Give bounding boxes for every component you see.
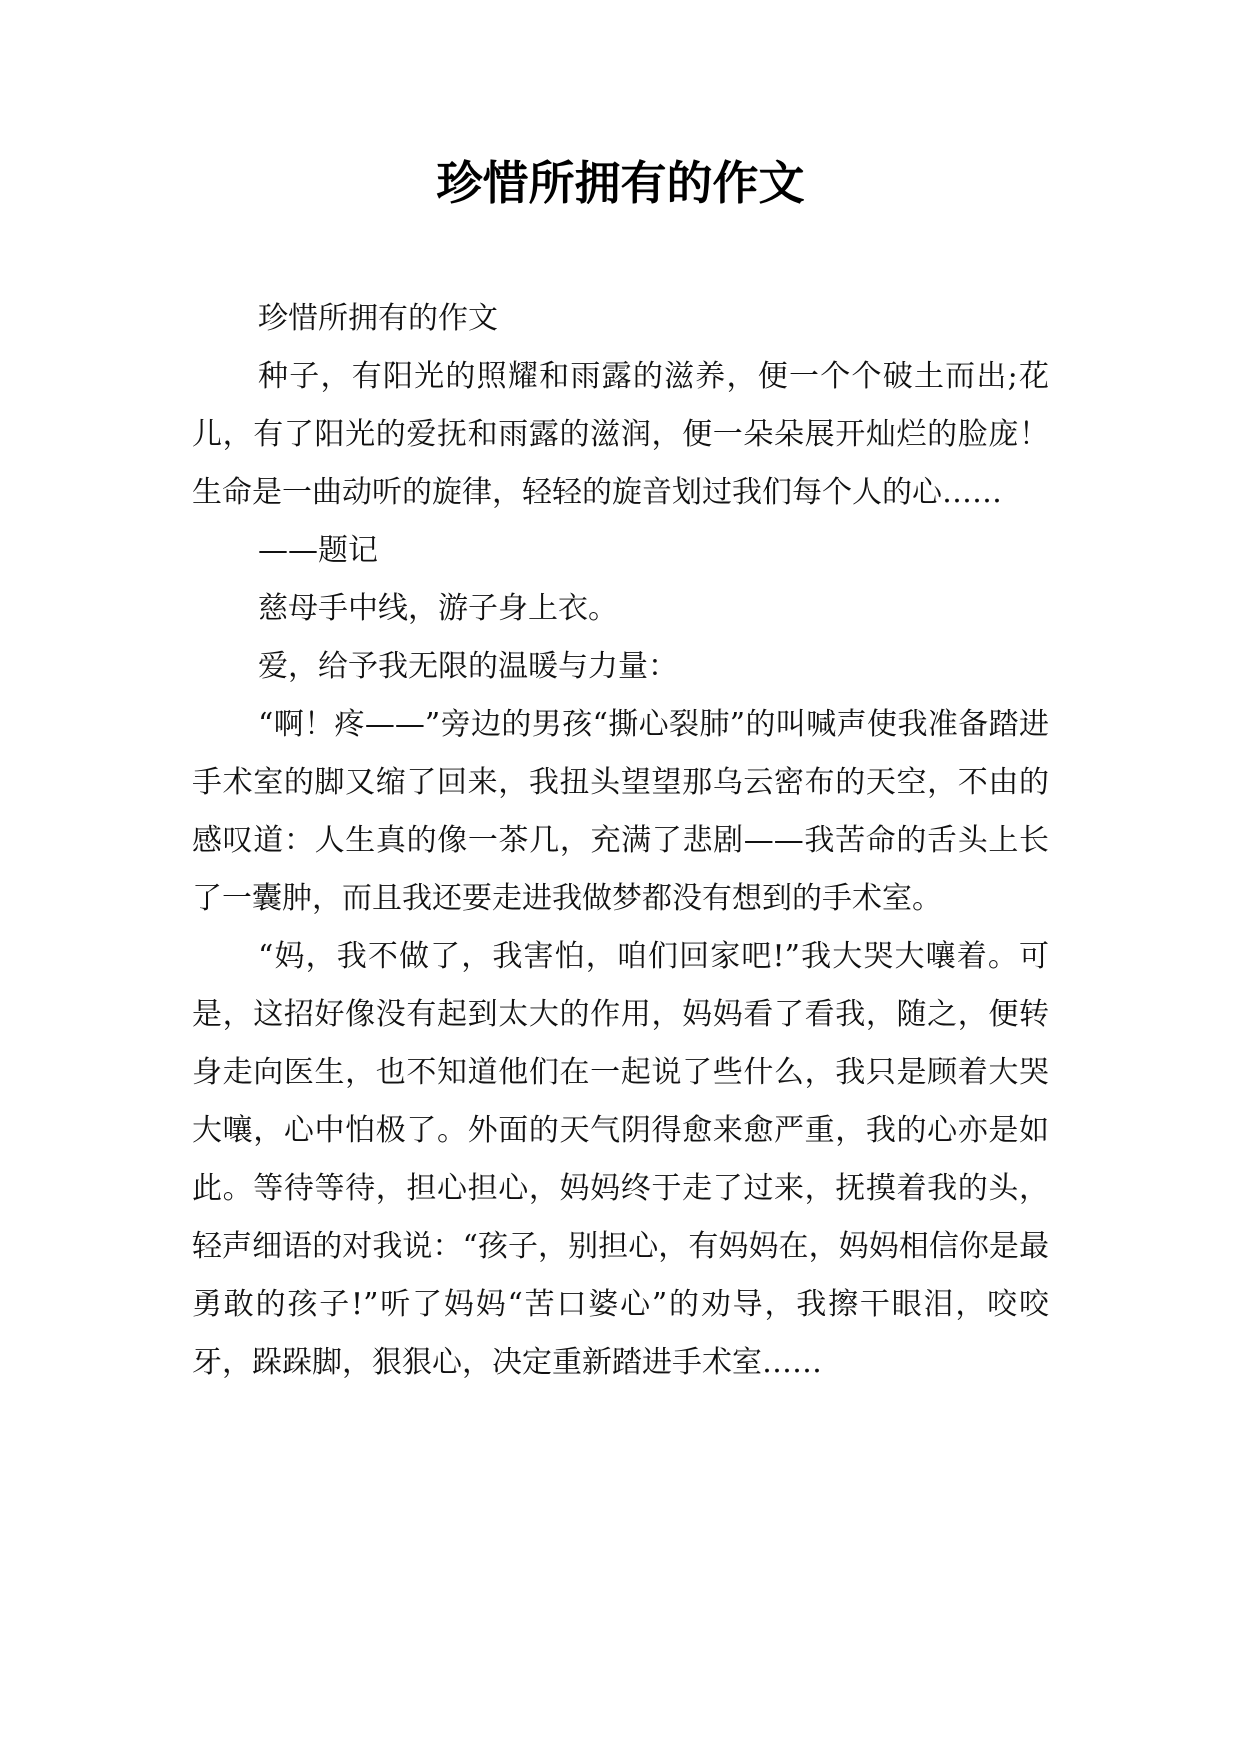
document-title: 珍惜所拥有的作文 (436, 156, 805, 210)
paragraph-poem-line: 慈母手中线，游子身上衣。 (258, 591, 618, 626)
document-body (192, 290, 1049, 1392)
paragraph-epigraph-note: ——题记 (258, 533, 378, 568)
paragraph-story-1: “啊！疼——”旁边的男孩“撕心裂肺”的叫喊声使我准备踏进手术室的脚又缩了回来，我扭头望望那乌云密布的天空，不由的感叹道：人生真的像一茶几，充满了悲剧——我苦命的舌头上长了一囊肿，而且我还要走进我做梦都没有想到的手术室。 (192, 707, 1049, 916)
paragraph-heading: 珍惜所拥有的作文 (258, 301, 498, 336)
paragraph-story-2: “妈，我不做了，我害怕，咱们回家吧!”我大哭大嚷着。可是，这招好像没有起到太大的作用，妈妈看了看我，随之，便转身走向医生，也不知道他们在一起说了些什么，我只是顾着大哭大嚷，心中怕极了。外面的天气阴得愈来愈严重，我的心亦是如此。等待等待，担心担心，妈妈终于走了过来，抚摸着我的头，轻声细语的对我说：“孩子，别担心，有妈妈在，妈妈相信你是最勇敢的孩子!”听了妈妈“苦口婆心”的劝导，我擦干眼泪，咬咬牙，跺跺脚，狠狠心，决定重新踏进手术室…… (192, 939, 1049, 1380)
paragraph-intro: 种子，有阳光的照耀和雨露的滋养，便一个个破土而出;花儿，有了阳光的爱抚和雨露的滋润，便一朵朵展开灿烂的脸庞！生命是一曲动听的旋律，轻轻的旋音划过我们每个人的心…… (192, 359, 1049, 510)
paragraph-love-intro: 爱，给予我无限的温暖与力量： (258, 649, 678, 684)
